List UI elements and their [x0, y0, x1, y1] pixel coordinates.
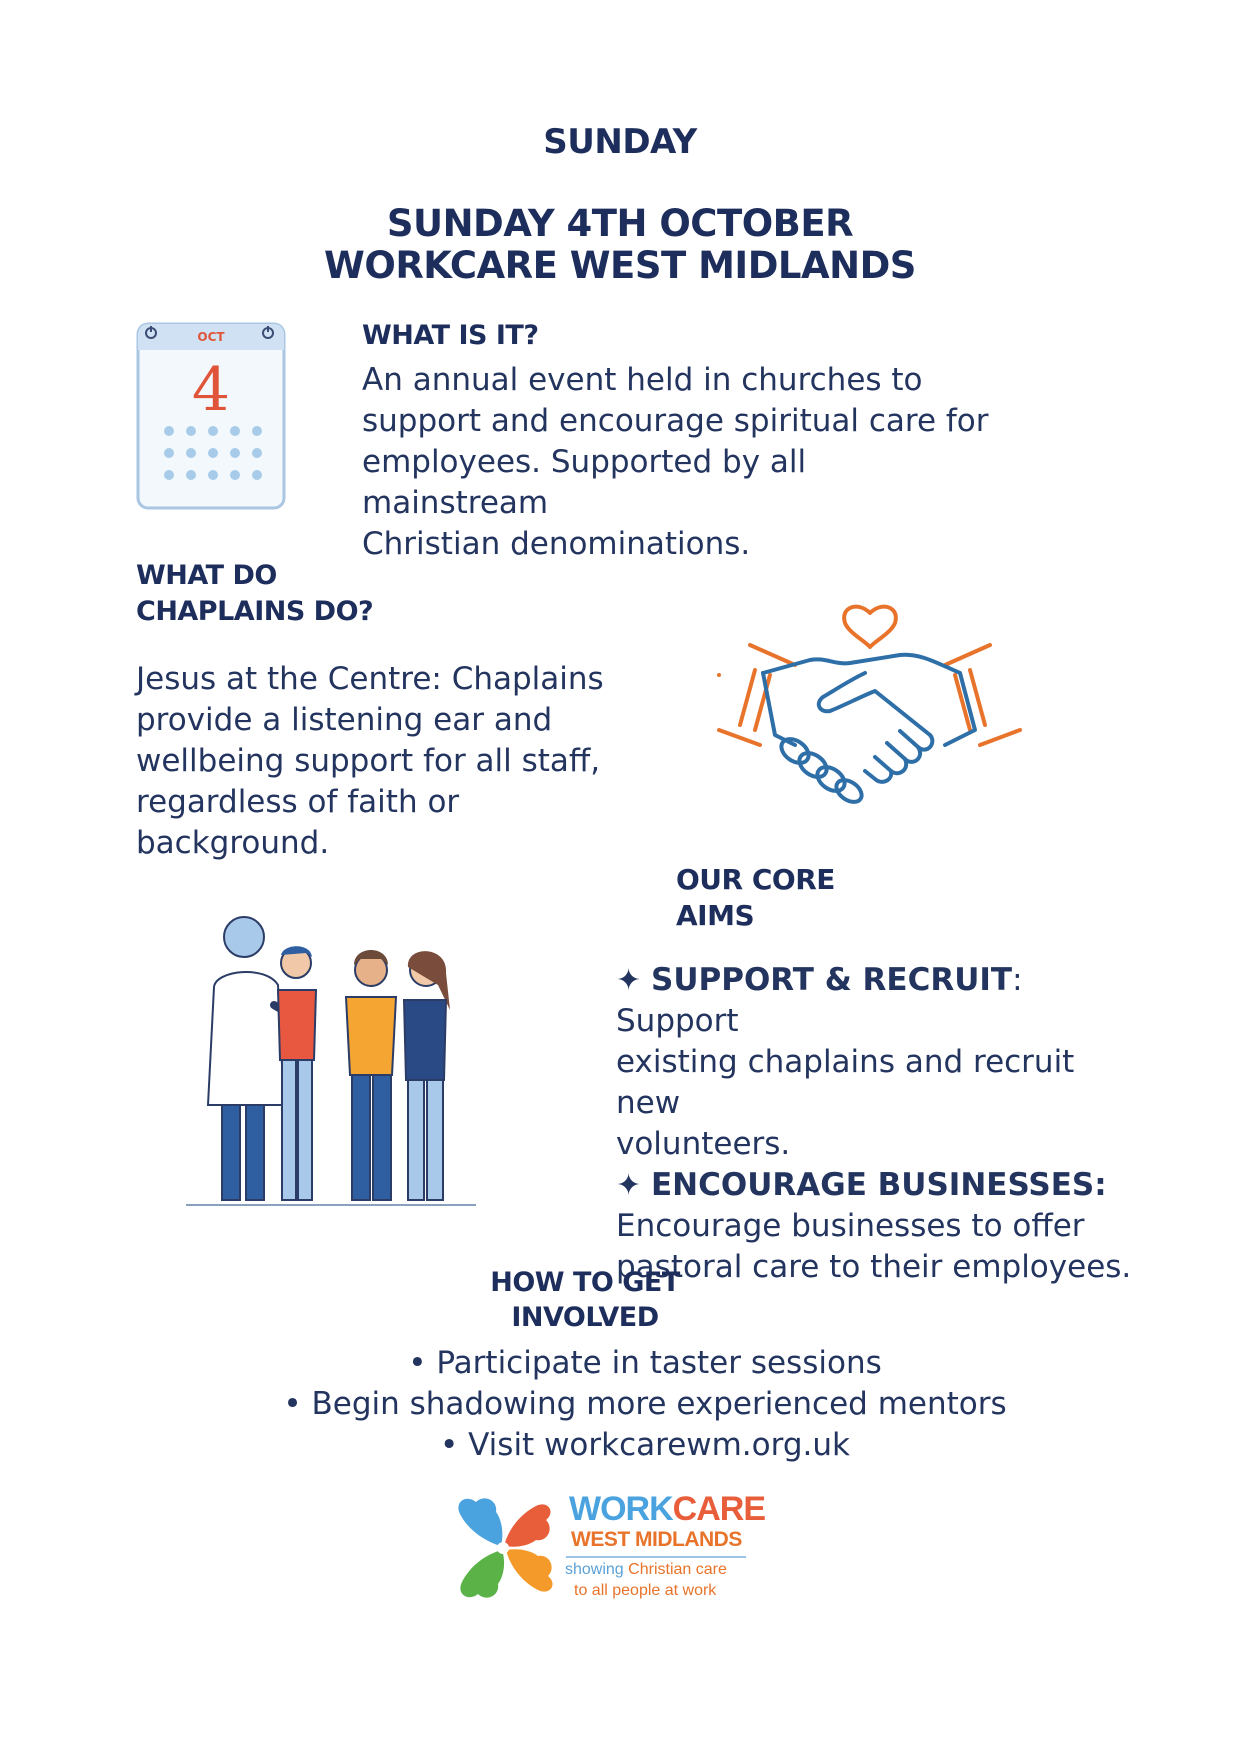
- handshake-icon: [715, 585, 1025, 820]
- aim-title: SUPPORT & RECRUIT: [651, 962, 1013, 998]
- core-aims-list: [616, 960, 1136, 1288]
- calendar-day: 4: [191, 355, 231, 425]
- aim-text: Encourage businesses to offer: [616, 1208, 1085, 1244]
- event-title: [0, 203, 1240, 287]
- chaplains-heading-line: CHAPLAINS DO?: [136, 596, 374, 627]
- logo-divider: [566, 1556, 746, 1558]
- logo-tagline-part: showing: [565, 1561, 629, 1578]
- logo-tagline-part: Christian care: [628, 1561, 727, 1578]
- what-is-it-line: employees. Supported by all mainstream: [362, 444, 807, 521]
- logo-wordmark: [569, 1490, 765, 1529]
- chaplains-line: wellbeing support for all staff,: [136, 743, 601, 779]
- hands-flower-logo-icon: [446, 1490, 561, 1608]
- logo-care: CARE: [672, 1490, 765, 1528]
- get-involved-heading-line: INVOLVED: [511, 1302, 659, 1333]
- people-talking-illustration: [186, 915, 476, 1210]
- what-is-it-text: [362, 360, 1002, 565]
- chaplains-line: regardless of faith or: [136, 784, 460, 820]
- core-aims-heading-line: OUR CORE: [676, 863, 835, 896]
- star-bullet-icon: ✦: [616, 963, 642, 998]
- get-involved-item: • Visit workcarewm.org.uk: [440, 1427, 850, 1463]
- aim-title: ENCOURAGE BUSINESSES:: [651, 1167, 1107, 1203]
- what-is-it-line: An annual event held in churches to: [362, 362, 923, 398]
- core-aims-heading: [676, 862, 835, 934]
- calendar-icon: [136, 322, 286, 510]
- core-aims-heading-line: AIMS: [676, 899, 755, 932]
- star-bullet-icon: ✦: [616, 1168, 642, 1203]
- chaplains-line: provide a listening ear and: [136, 702, 553, 738]
- get-involved-heading-line: HOW TO GET: [490, 1267, 680, 1298]
- workcare-logo: [446, 1490, 765, 1610]
- aim-text: : Support: [616, 962, 1023, 1039]
- logo-west-midlands: WEST MIDLANDS: [571, 1528, 742, 1551]
- aim-encourage-businesses: [616, 1165, 1136, 1206]
- top-title: SUNDAY: [543, 122, 697, 162]
- logo-tagline-line2: to all people at work: [574, 1582, 717, 1599]
- logo-tagline: [565, 1561, 727, 1579]
- what-is-it-line: Christian denominations.: [362, 526, 751, 562]
- aim-text: volunteers.: [616, 1126, 791, 1162]
- chaplains-line: Jesus at the Centre: Chaplains: [136, 661, 604, 697]
- chaplains-text: [136, 659, 636, 864]
- aim-support-recruit: [616, 960, 1136, 1042]
- what-is-it-heading: WHAT IS IT?: [362, 320, 539, 351]
- what-is-it-line: support and encourage spiritual care for: [362, 403, 989, 439]
- aim-text: pastoral care to their employees.: [616, 1249, 1132, 1285]
- chaplains-heading: [136, 558, 373, 630]
- event-organisation: WORKCARE WEST MIDLANDS: [324, 244, 916, 287]
- get-involved-list: [0, 1343, 1240, 1466]
- get-involved-item: • Begin shadowing more experienced mentors: [283, 1386, 1007, 1422]
- get-involved-heading: [0, 1265, 1170, 1335]
- chaplains-heading-line: WHAT DO: [136, 560, 277, 591]
- chaplains-line: background.: [136, 825, 330, 861]
- aim-text: existing chaplains and recruit new: [616, 1044, 1075, 1121]
- event-date: SUNDAY 4TH OCTOBER: [386, 202, 854, 245]
- get-involved-item: • Participate in taster sessions: [408, 1345, 882, 1381]
- logo-work: WORK: [569, 1490, 673, 1528]
- calendar-month: OCT: [197, 330, 225, 344]
